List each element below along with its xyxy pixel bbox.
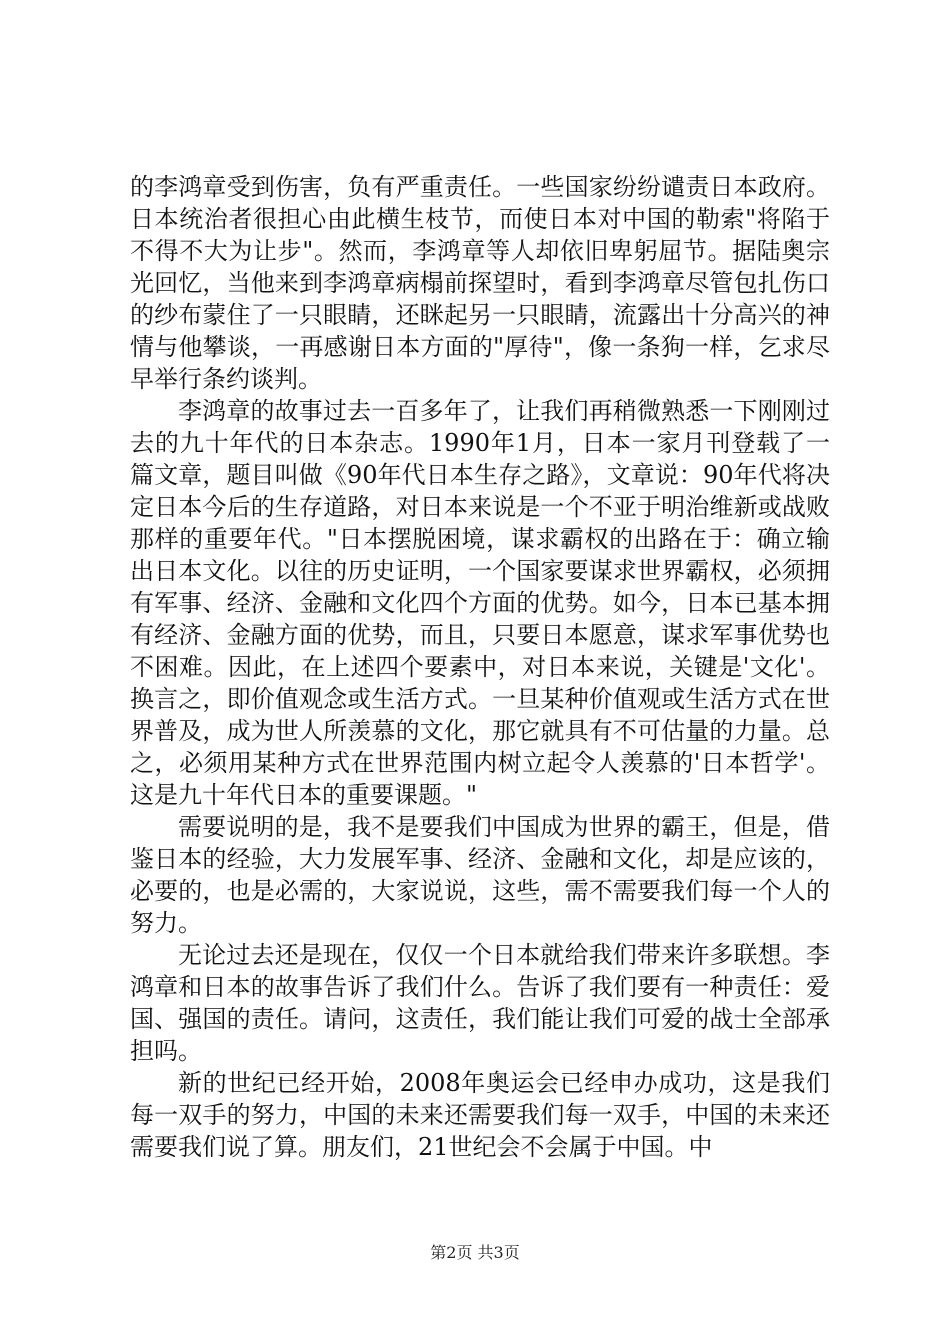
- paragraph-1: 的李鸿章受到伤害，负有严重责任。一些国家纷纷谴责日本政府。日本统治者很担心由此横生枝节，而使日本对中国的勒索"将陷于不得不大为让步"。然而，李鸿章等人却依旧卑躬屈节。据陆奥宗光回忆，当他来到李鸿章病榻前探望时，看到李鸿章尽管包扎伤口的纱布蒙住了一只眼睛，还眯起另一只眼睛，流露出十分高兴的神情与他攀谈，一再感谢日本方面的"厚待"，像一条狗一样，乞求尽早举行条约谈判。: [130, 173, 830, 393]
- paragraph-5: 新的世纪已经开始，2008年奥运会已经申办成功，这是我们每一双手的努力，中国的未来还需要我们每一双手，中国的未来还需要我们说了算。朋友们，21世纪会不会属于中国。中: [130, 1069, 830, 1161]
- paragraph-2: 李鸿章的故事过去一百多年了，让我们再稍微熟悉一下刚刚过去的九十年代的日本杂志。1990年1月，日本一家月刊登载了一篇文章，题目叫做《90年代日本生存之路》，文章说：90年代将决定日本今后的生存道路，对日本来说是一个不亚于明治维新或战败那样的重要年代。"日本摆脱困境，谋求霸权的出路在于：确立输出日本文化。以往的历史证明，一个国家要谋求世界霸权，必须拥有军事、经济、金融和文化四个方面的优势。如今，日本已基本拥有经济、金融方面的优势，而且，只要日本愿意，谋求军事优势也不困难。因此，在上述四个要素中，对日本来说，关键是'文化'。换言之，即价值观念或生活方式。一旦某种价值观或生活方式在世界普及，成为世人所羡慕的文化，那它就具有不可估量的力量。总之，必须用某种方式在世界范围内树立起令人羡慕的'日本哲学'。这是九十年代日本的重要课题。": [130, 397, 830, 809]
- paragraph-4: 无论过去还是现在，仅仅一个日本就给我们带来许多联想。李鸿章和日本的故事告诉了我们什么。告诉了我们要有一种责任：爱国、强国的责任。请问，这责任，我们能让我们可爱的战士全部承担吗。: [130, 941, 830, 1065]
- page-number-footer: 第2页 共3页: [430, 1243, 520, 1262]
- paragraph-3: 需要说明的是，我不是要我们中国成为世界的霸王，但是，借鉴日本的经验，大力发展军事、经济、金融和文化，却是应该的，必要的，也是必需的，大家说说，这些，需不需要我们每一个人的努力。: [130, 813, 830, 937]
- document-body: [130, 171, 830, 1163]
